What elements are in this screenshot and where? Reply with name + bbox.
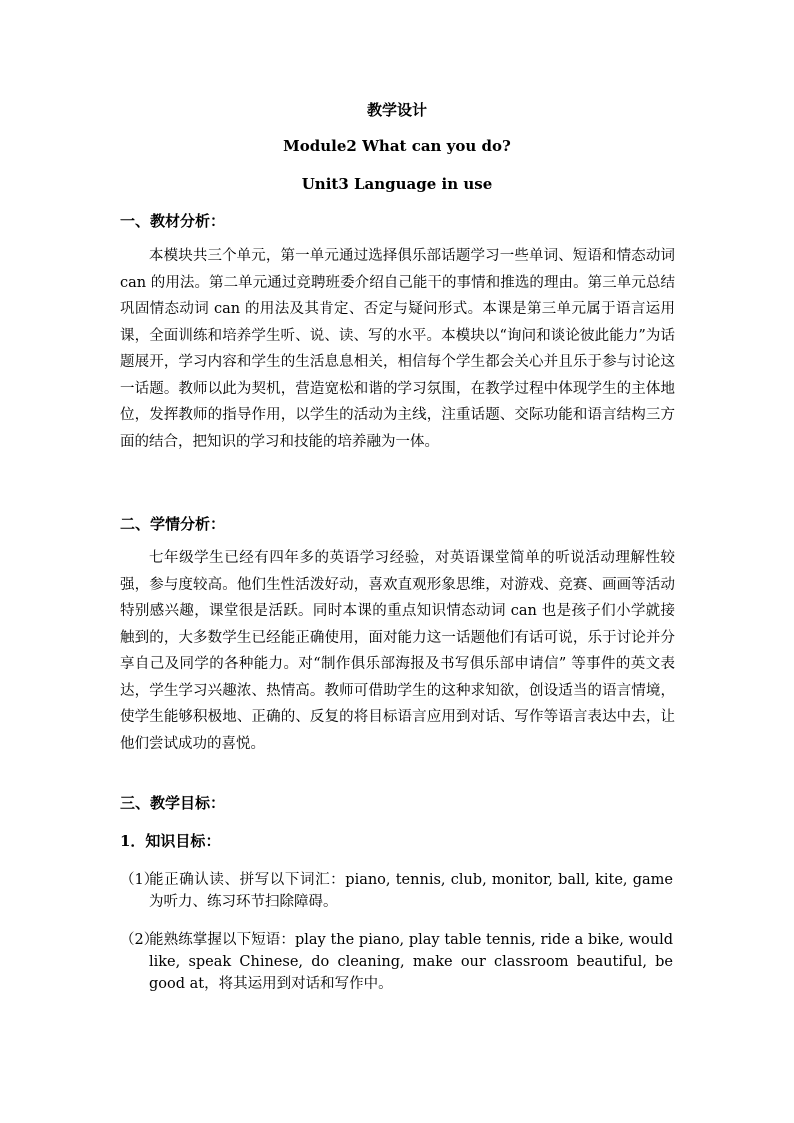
list-item-text: 能正确认读、拼写以下词汇：piano, tennis, club, monitor, ball, kite, game 为听力、练习环节扫除障碍。 (149, 872, 673, 910)
list-item-text: 能熟练掌握以下短语：play the piano, play table tennis, ride a bike, would like, speak Chinese, do cleaning, make our classroom beautiful, be good at，将其运用到对话和写作中。 (149, 932, 673, 992)
section-heading-student-analysis: 二、学情分析： (120, 515, 226, 533)
section-text-textbook-analysis: 本模块共三个单元，第一单元通过选择俱乐部话题学习一些单词、短语和情态动词 can 的用法。第二单元通过竞聘班委介绍自己能干的事情和推选的理由。第三单元总结巩固情态动词 can 的用法及其肯定、否定与疑问形式。本课是第三单元属于语言运用课，全面训练和培养学生听、说、读、写的水平。本模块以“询问和谈论彼此能力”为话题展开，学习内容和学生的生活息息相关，相信每个学生都会关心并且乐于参与讨论这一话题。教师以此为契机，营造宽松和谐的学习氛围，在教学过程中体现学生的主体地位，发挥教师的指导作用，以学生的活动为主线，注重话题、交际功能和语言结构三方面的结合，把知识的学习和技能的培养融为一体。 (120, 248, 675, 450)
list-item-number: （1） (120, 872, 159, 888)
subheading-knowledge-goals: 1．知识目标： (120, 832, 221, 850)
section-heading-textbook-analysis: 一、教材分析： (120, 212, 226, 230)
unit-title: Unit3 Language in use (301, 175, 493, 193)
module-title: Module2 What can you do? (283, 137, 511, 155)
section-text-student-analysis: 七年级学生已经有四年多的英语学习经验，对英语课堂简单的听说活动理解性较强，参与度较高。他们生性活泼好动，喜欢直观形象思维，对游戏、竞赛、画画等活动特别感兴趣，课堂很是活跃。同时本课的重点知识情态动词 can 也是孩子们小学就接触到的，大多数学生已经能正确使用，面对能力这一话题他们有话可说，乐于讨论并分享自己及同学的各种能力。对“制作俱乐部海报及书写俱乐部申请信” 等事件的英文表达，学生学习兴趣浓、热情高。教师可借助学生的这种求知欲，创设适当的语言情境，使学生能够积极地、正确的、反复的将目标语言应用到对话、写作等语言表达中去，让他们尝试成功的喜悦。 (120, 550, 675, 752)
section-heading-teaching-goals: 三、教学目标： (120, 794, 226, 812)
document-title: 教学设计 (366, 101, 427, 119)
list-item-number: （2） (120, 932, 159, 948)
